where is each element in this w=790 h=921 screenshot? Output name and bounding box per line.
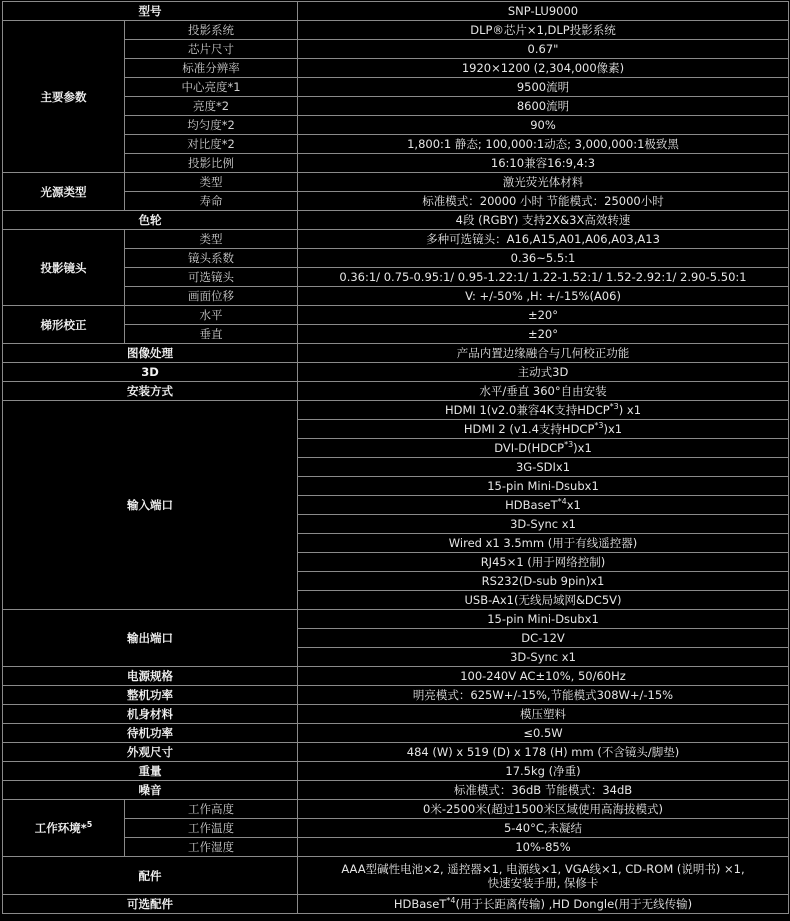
table-row [3, 686, 789, 705]
port-item: DC-12V [298, 629, 789, 648]
sub-label: 水平 [125, 306, 298, 325]
category-installation: 安装方式 [3, 382, 298, 401]
sub-value: 产品内置边缘融合与几何校正功能 [298, 344, 789, 363]
category-standby-power: 待机功率 [3, 724, 298, 743]
category-environment: 工作环境*$^5$ [3, 800, 125, 857]
table-row [3, 724, 789, 743]
table-row [3, 211, 789, 230]
category-keystone: 梯形校正 [3, 306, 125, 344]
sub-value: ±20° [298, 306, 789, 325]
accessories-value: AAA型碱性电池×2, 遥控器×1, 电源线×1, VGA线×1, CD-ROM (说明书) ×1, 快速安装手册, 保修卡 [298, 857, 789, 895]
category-3d: 3D [3, 363, 298, 382]
sub-value: 8600流明 [298, 97, 789, 116]
sub-label: 中心亮度*1 [125, 78, 298, 97]
sub-label: 亮度*2 [125, 97, 298, 116]
category-material: 机身材料 [3, 705, 298, 724]
sub-value: DLP®芯片×1,DLP投影系统 [298, 21, 789, 40]
port-item: HDMI 1(v2.0兼容4K支持HDCP$^{*3}$) x1 [298, 401, 789, 420]
sub-label: 可选镜头 [125, 268, 298, 287]
port-item: RJ45×1 (用于网络控制) [298, 553, 789, 572]
category-image-processing: 图像处理 [3, 344, 298, 363]
sub-value: 模压塑料 [298, 705, 789, 724]
sub-value: 1920×1200 (2,304,000像素) [298, 59, 789, 78]
sub-label: 对比度*2 [125, 135, 298, 154]
sub-value: 主动式3D [298, 363, 789, 382]
spec-sheet [0, 1, 790, 921]
table-row [3, 667, 789, 686]
category-color-wheel: 色轮 [3, 211, 298, 230]
category-noise: 噪音 [3, 781, 298, 800]
table-row [3, 230, 789, 249]
sub-label: 标准分辨率 [125, 59, 298, 78]
sub-value: V: +/-50% ,H: +/-15%(A06) [298, 287, 789, 306]
spec-table [2, 1, 789, 914]
category-weight: 重量 [3, 762, 298, 781]
table-row [3, 610, 789, 629]
table-row [3, 173, 789, 192]
category-power: 电源规格 [3, 667, 298, 686]
model-value: SNP-LU9000 [298, 2, 789, 21]
sub-value: 水平/垂直 360°自由安装 [298, 382, 789, 401]
sub-value: 0米-2500米(超过1500米区域使用高海拔模式) [298, 800, 789, 819]
sub-value: 0.36~5.5:1 [298, 249, 789, 268]
port-item: USB-Ax1(无线局域网&DC5V) [298, 591, 789, 610]
table-row [3, 781, 789, 800]
sub-value: 标准模式：36dB 节能模式：34dB [298, 781, 789, 800]
port-item: HDMI 2 (v1.4支持HDCP$^{*3}$)x1 [298, 420, 789, 439]
table-row [3, 857, 789, 895]
table-row [3, 363, 789, 382]
category-dimensions: 外观尺寸 [3, 743, 298, 762]
sub-value: ±20° [298, 325, 789, 344]
sub-label: 类型 [125, 230, 298, 249]
category-optional-accessories: 可选配件 [3, 895, 298, 914]
port-item: 15-pin Mini-Dsubx1 [298, 477, 789, 496]
table-row [3, 401, 789, 420]
sub-value: 100-240V AC±10%, 50/60Hz [298, 667, 789, 686]
sub-value: 激光荧光体材料 [298, 173, 789, 192]
sub-value: 17.5kg (净重) [298, 762, 789, 781]
sub-value: 484 (W) x 519 (D) x 178 (H) mm (不含镜头/脚垫) [298, 743, 789, 762]
sub-value: 5-40°C,未凝结 [298, 819, 789, 838]
table-row [3, 344, 789, 363]
sub-label: 均匀度*2 [125, 116, 298, 135]
category-power-consumption: 整机功率 [3, 686, 298, 705]
table-row [3, 895, 789, 914]
category-output-ports: 输出端口 [3, 610, 298, 667]
table-row [3, 2, 789, 21]
sub-value: 标准模式：20000 小时 节能模式：25000小时 [298, 192, 789, 211]
category-main-params: 主要参数 [3, 21, 125, 173]
sub-value: 90% [298, 116, 789, 135]
table-row [3, 705, 789, 724]
sub-label: 类型 [125, 173, 298, 192]
sub-value: 16:10兼容16:9,4:3 [298, 154, 789, 173]
sub-label: 垂直 [125, 325, 298, 344]
sub-label: 画面位移 [125, 287, 298, 306]
port-item: 3D-Sync x1 [298, 515, 789, 534]
category-input-ports: 输入端口 [3, 401, 298, 610]
sub-label: 工作湿度 [125, 838, 298, 857]
sub-label: 投影比例 [125, 154, 298, 173]
sub-label: 工作温度 [125, 819, 298, 838]
sub-value: 9500流明 [298, 78, 789, 97]
port-item: Wired x1 3.5mm (用于有线遥控器) [298, 534, 789, 553]
port-item: 3D-Sync x1 [298, 648, 789, 667]
sub-label: 寿命 [125, 192, 298, 211]
sub-label: 投影系统 [125, 21, 298, 40]
sub-value: ≤0.5W [298, 724, 789, 743]
port-item: 15-pin Mini-Dsubx1 [298, 610, 789, 629]
sub-label: 镜头系数 [125, 249, 298, 268]
table-row [3, 762, 789, 781]
table-row [3, 21, 789, 40]
table-row [3, 306, 789, 325]
table-row [3, 800, 789, 819]
sub-value: HDBaseT$^{*4}$(用于长距离传输) ,HD Dongle(用于无线传输) [298, 895, 789, 914]
category-lens: 投影镜头 [3, 230, 125, 306]
sub-value: 10%-85% [298, 838, 789, 857]
category-light-source: 光源类型 [3, 173, 125, 211]
sub-value: 0.36:1/ 0.75-0.95:1/ 0.95-1.22:1/ 1.22-1.52:1/ 1.52-2.92:1/ 2.90-5.50:1 [298, 268, 789, 287]
sub-value: 明亮模式：625W+/-15%,节能模式308W+/-15% [298, 686, 789, 705]
sub-label: 芯片尺寸 [125, 40, 298, 59]
port-item: 3G-SDIx1 [298, 458, 789, 477]
table-row [3, 743, 789, 762]
sub-value: 0.67" [298, 40, 789, 59]
sub-value: 多种可选镜头：A16,A15,A01,A06,A03,A13 [298, 230, 789, 249]
port-item: RS232(D-sub 9pin)x1 [298, 572, 789, 591]
category-accessories: 配件 [3, 857, 298, 895]
port-item: HDBaseT$^{*4}$x1 [298, 496, 789, 515]
sub-label: 工作高度 [125, 800, 298, 819]
sub-value: 4段 (RGBY) 支持2X&3X高效转速 [298, 211, 789, 230]
table-row [3, 382, 789, 401]
sub-value: 1,800:1 静态; 100,000:1动态; 3,000,000:1极致黑 [298, 135, 789, 154]
header-label: 型号 [3, 2, 298, 21]
port-item: DVI-D(HDCP$^{*3}$)x1 [298, 439, 789, 458]
